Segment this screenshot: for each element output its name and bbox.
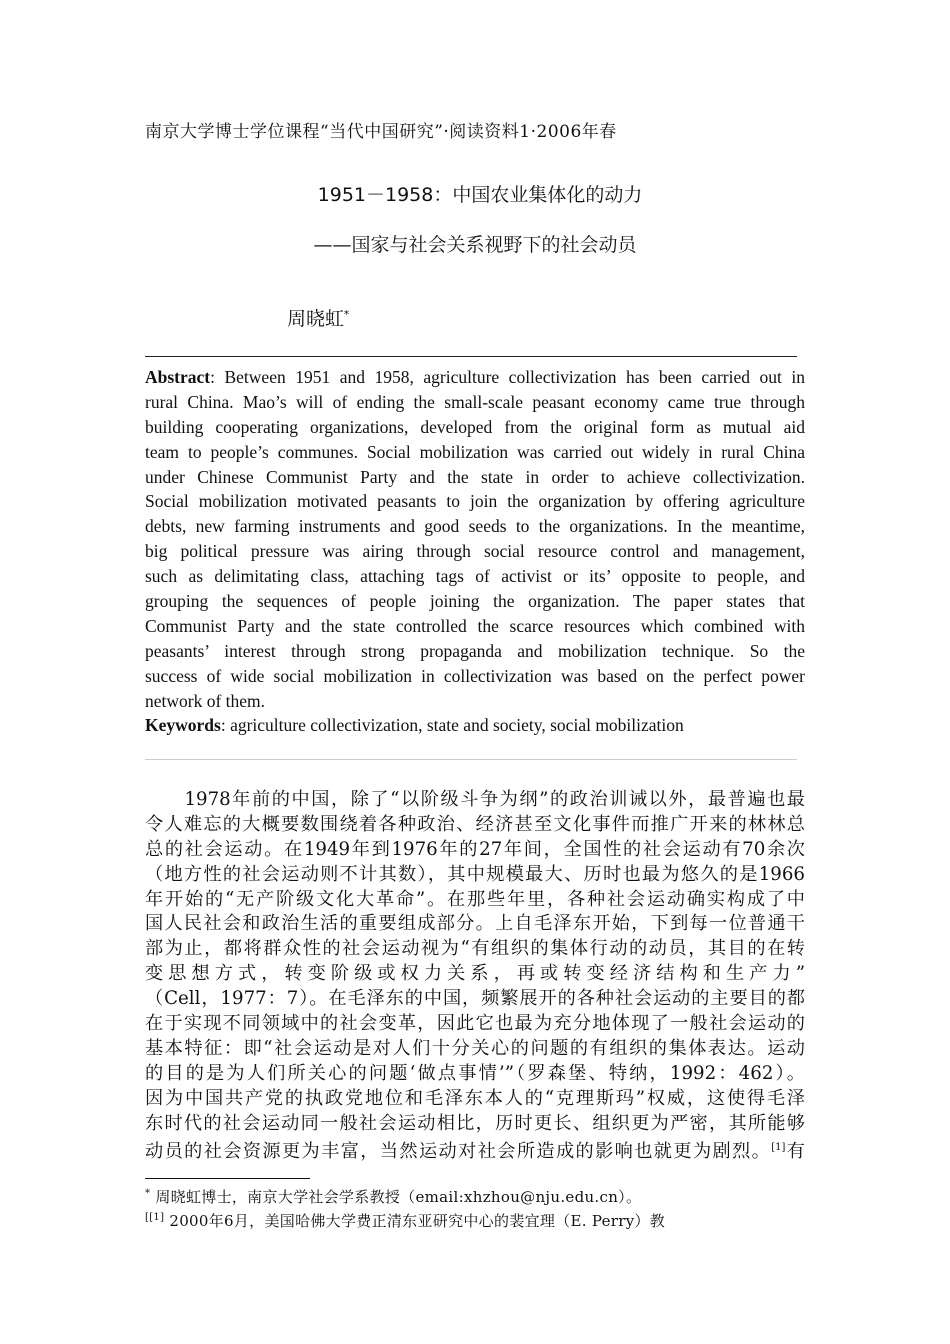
keywords-text: : agriculture collectivization, state and society, social mobilization bbox=[220, 715, 684, 736]
body-text bbox=[145, 788, 805, 1161]
abstract-line: rural China. Mao’s will of ending the small-scale peasant economy came true through bbox=[145, 391, 805, 412]
footnote-text: 周晓虹博士，南京大学社会学系教授（email:xhzhou@nju.edu.cn）。 bbox=[150, 1188, 642, 1206]
abstract-line bbox=[145, 365, 805, 390]
footnote-divider bbox=[145, 1178, 310, 1179]
paragraph-line: 国人民社会和政治生活的重要组成部分。上自毛泽东开始，下到每一位普通干 bbox=[145, 913, 805, 935]
abstract-line: under Chinese Communist Party and the state in order to achieve collectivization. bbox=[145, 466, 805, 487]
paragraph-line: （Cell，1977：7）。在毛泽东的中国，频繁展开的各种社会运动的主要目的都 bbox=[145, 988, 805, 1010]
abstract-line: Communist Party and the state controlled the scarce resources which combined with bbox=[145, 615, 805, 636]
abstract-line: Social mobilization motivated peasants to join the organization by offering agriculture bbox=[145, 491, 805, 512]
paragraph-text: 动员的社会资源更为丰富，当然运动对社会所造成的影响也就更为剧烈。 bbox=[145, 1141, 772, 1163]
paragraph-line: 因为中国共产党的执政党地位和毛泽东本人的“克理斯玛”权威，这使得毛泽 bbox=[145, 1087, 805, 1109]
divider bbox=[145, 759, 797, 760]
abstract-line: network of them. bbox=[145, 690, 266, 711]
abstract-line: success of wide social mobilization in collectivization was based on the perfect power bbox=[145, 665, 805, 686]
paragraph-line: 的目的是为人们所关心的问题‘做点事情’”（罗森堡、特纳，1992：462）。 bbox=[145, 1062, 805, 1084]
abstract-line: peasants’ interest through strong propaganda and mobilization technique. So the bbox=[145, 640, 805, 661]
author bbox=[287, 304, 349, 331]
footnote bbox=[145, 1210, 665, 1231]
footnote-text: 2000年6月，美国哈佛大学费正清东亚研究中心的裴宜理（E. Perry）教 bbox=[164, 1212, 666, 1230]
abstract-line: grouping the sequences of people joining the organization. The paper states that bbox=[145, 591, 805, 612]
keywords-label: Keywords bbox=[145, 715, 221, 736]
author-footnote-mark[interactable]: * bbox=[344, 309, 350, 321]
abstract bbox=[145, 365, 805, 738]
paragraph-line: 令人难忘的大概要数围绕着各种政治、经济甚至文化事件而推广开来的林林总 bbox=[145, 813, 805, 835]
paragraph-line: （地方性的社会运动则不计其数），其中规模最大、历时也最为悠久的是1966 bbox=[145, 863, 805, 885]
abstract-line: building cooperating organizations, developed from the original form as mutual aid bbox=[145, 416, 805, 437]
abstract-label: Abstract bbox=[145, 367, 211, 387]
footnote bbox=[145, 1186, 641, 1207]
paragraph-line: 东时代的社会运动同一般社会运动相比，历时更长、组织更为严密，其所能够 bbox=[145, 1112, 805, 1134]
footnote-ref[interactable]: [1] bbox=[771, 1142, 786, 1154]
abstract-line: team to people’s communes. Social mobilization was carried out widely in rural China bbox=[145, 441, 805, 462]
footnote-mark: [[1] bbox=[145, 1212, 165, 1223]
paragraph-line bbox=[145, 1136, 805, 1161]
paragraph-line: 1978年前的中国，除了“以阶级斗争为纲”的政治训诫以外，最普遍也最 bbox=[145, 789, 805, 810]
keywords bbox=[145, 713, 805, 738]
paragraph-line: 年开始的“无产阶级文化大革命”。在那些年里，各种社会运动确实构成了中 bbox=[145, 888, 805, 910]
page-title: 1951－1958：中国农业集体化的动力 bbox=[317, 184, 643, 206]
course-header: 南京大学博士学位课程“当代中国研究”·阅读资料1·2006年春 bbox=[145, 122, 617, 142]
footnote-mark: * bbox=[145, 1188, 151, 1199]
abstract-line: big political pressure was airing through social resource control and management, bbox=[145, 541, 805, 562]
paragraph-line: 在于实现不同领域中的社会变革，因此它也最为充分地体现了一般社会运动的 bbox=[145, 1013, 805, 1035]
author-name: 周晓虹 bbox=[287, 308, 345, 330]
abstract-line: debts, new farming instruments and good seeds to the organizations. In the meantime, bbox=[145, 516, 805, 537]
divider bbox=[145, 356, 797, 357]
paragraph-line: 部为止，都将群众性的社会运动视为“有组织的集体行动的动员，其目的在转 bbox=[145, 938, 805, 960]
abstract-line: such as delimitating class, attaching tags of activist or its’ opposite to people, and bbox=[145, 566, 805, 587]
abstract-text: : Between 1951 and 1958, agriculture collectivization has been carried out in bbox=[210, 367, 805, 387]
paragraph-text: 有 bbox=[785, 1141, 805, 1163]
page-subtitle: ——国家与社会关系视野下的社会动员 bbox=[313, 234, 637, 256]
paragraph-line: 变思想方式，转变阶级或权力关系，再或转变经济结构和生产力” bbox=[145, 963, 805, 985]
paragraph-line: 基本特征：即“社会运动是对人们十分关心的问题的有组织的集体表达。运动 bbox=[145, 1037, 805, 1059]
paragraph-line: 总的社会运动。在1949年到1976年的27年间，全国性的社会运动有70余次 bbox=[145, 838, 805, 860]
